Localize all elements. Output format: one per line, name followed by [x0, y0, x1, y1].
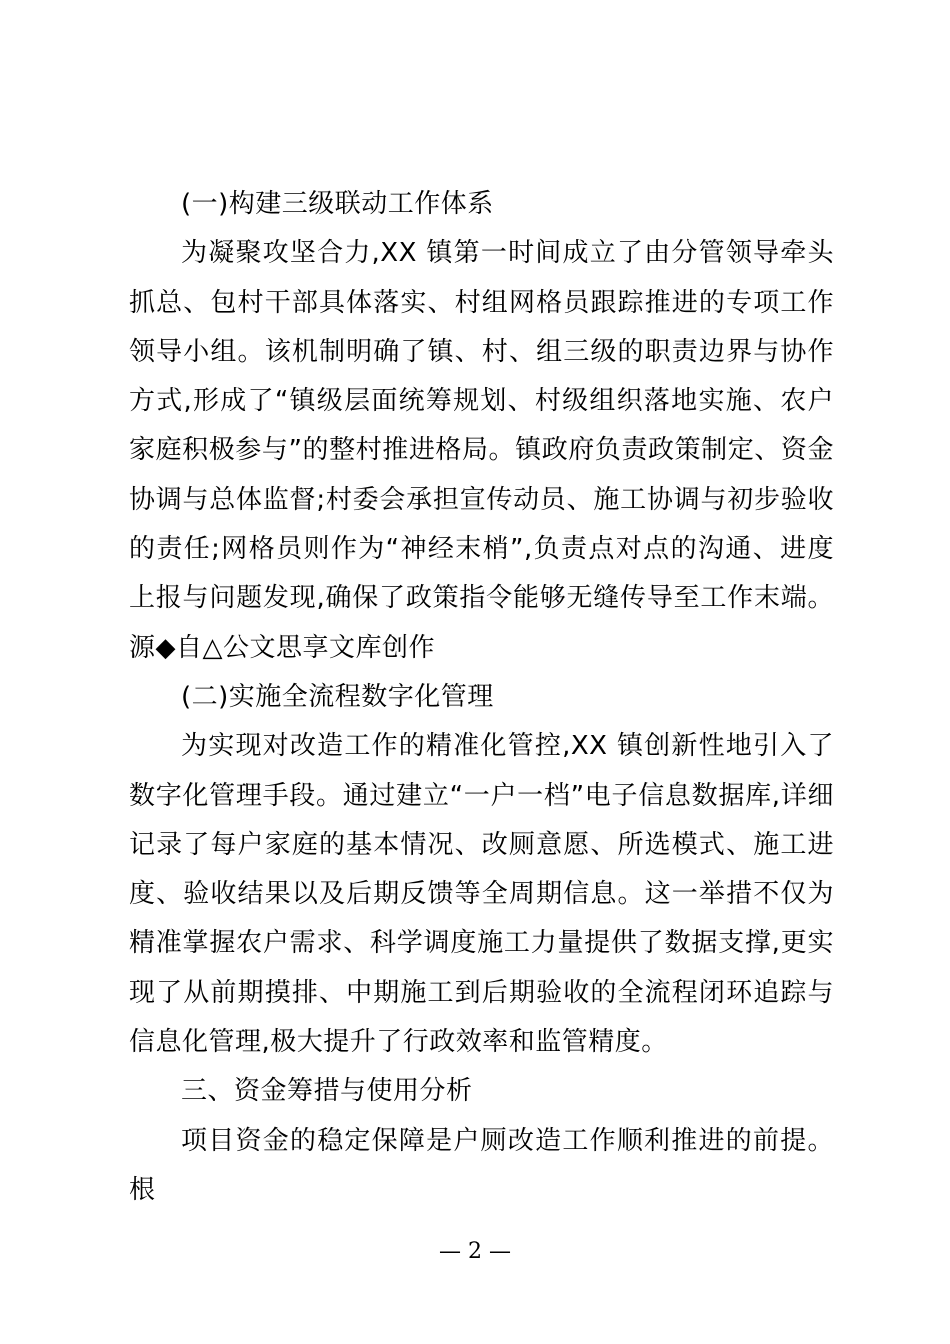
section-heading-funding-analysis: 三、资金筹措与使用分析: [181, 1076, 473, 1107]
section-heading-digital-management: (二)实施全流程数字化管理: [181, 681, 494, 712]
paragraph-three-level-system: 为凝聚攻坚合力,XX 镇第一时间成立了由分管领导牵头抓总、包村干部具体落实、村组网格员跟踪推进的专项工作领导小组。该机制明确了镇、村、组三级的职责边界与协作方式,形成了“镇级层面统筹规划、村级组织落地实施、农户家庭积极参与”的整村推进格局。镇政府负责政策制定、资金协调与总体监督;村委会承担宣传动员、施工协调与初步验收的责任;网格员则作为“神经末梢”,负责点对点的沟通、进度上报与问题发现,确保了政策指令能够无缝传导至工作末端。 源◆自△公文思享文库创作: [129, 238, 834, 663]
paragraph-digital-management: 为实现对改造工作的精准化管控,XX 镇创新性地引入了数字化管理手段。通过建立“一户一档”电子信息数据库,详细记录了每户家庭的基本情况、改厕意愿、所选模式、施工进度、验收结果以及后期反馈等全周期信息。这一举措不仅为精准掌握农户需求、科学调度施工力量提供了数据支撑,更实现了从前期摸排、中期施工到后期验收的全流程闭环追踪与信息化管理,极大提升了行政效率和监管精度。: [129, 731, 834, 1058]
document-body: [129, 180, 834, 1215]
section-heading-three-level-system: (一)构建三级联动工作体系: [181, 189, 494, 219]
page-number: — 2 —: [439, 1239, 511, 1264]
paragraph-funding-analysis: 项目资金的稳定保障是户厕改造工作顺利推进的前提。根: [129, 1125, 834, 1205]
